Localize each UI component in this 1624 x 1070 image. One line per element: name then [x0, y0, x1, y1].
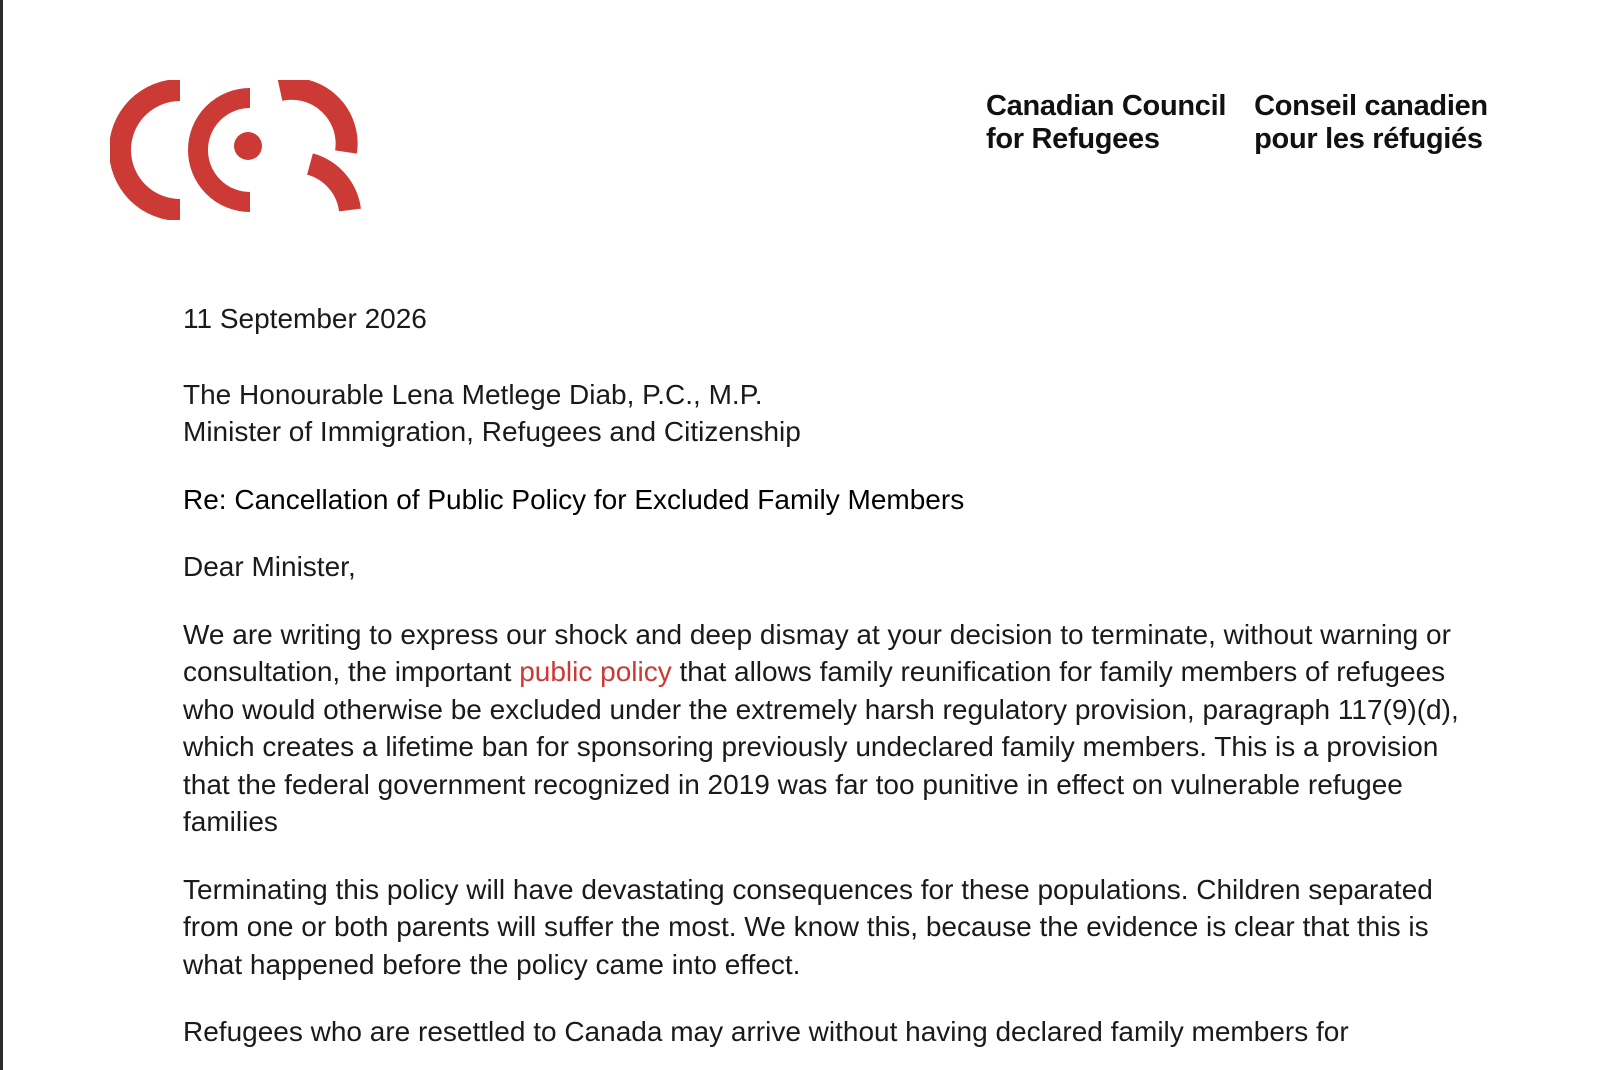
letter-date: 11 September 2026 [183, 303, 427, 334]
public-policy-link[interactable]: public policy [519, 656, 672, 687]
subject-line: Re: Cancellation of Public Policy for Excluded Family Members [183, 483, 965, 515]
paragraph-2: Terminating this policy will have devastating consequences for these populations. Children separated from one or both parents will suffer the most. We know this, because the evidence is clear that this is what happened before the policy came into effect. [183, 873, 1433, 980]
recipient-block [183, 376, 1473, 451]
org-fr-line2: pour les réfugiés [1254, 123, 1483, 155]
recipient-name: The Honourable Lena Metlege Diab, P.C., M.P. [183, 378, 763, 410]
page-edge [0, 0, 3, 1070]
letter-body [183, 300, 1473, 1070]
logo-r-top [280, 89, 347, 152]
org-name-english [986, 90, 1226, 156]
p1-text-before: We are writing to express our shock and deep dismay at your decision to terminate, without warning or consultation, the important [183, 618, 1451, 687]
paragraph-1 [183, 616, 1473, 841]
ccr-logo [110, 80, 370, 220]
logo-dot [234, 132, 262, 160]
recipient-title: Minister of Immigration, Refugees and Citizenship [183, 416, 801, 447]
org-fr-line1: Conseil canadien [1254, 90, 1488, 122]
org-en-line1: Canadian Council [986, 90, 1227, 122]
p1-text-after: that allows family reunification for family members of refugees who would otherwise be excluded under the extremely harsh regulatory provision, paragraph 117(9)(d), which creates a lifetime ban for sponsoring previously undeclared family members. This is a provision that the federal government recognized in 2019 was far too punitive in effect on vulnerable refugee families [183, 656, 1459, 837]
logo-r-leg [310, 164, 350, 210]
org-en-line2: for Refugees [986, 123, 1160, 155]
logo-c1-arc [120, 90, 180, 210]
salutation: Dear Minister, [183, 551, 356, 582]
paragraph-3-partial: Refugees who are resettled to Canada may arrive without having declared family members for [183, 1016, 1349, 1047]
org-name-french [1254, 90, 1488, 156]
org-names [986, 90, 1488, 156]
